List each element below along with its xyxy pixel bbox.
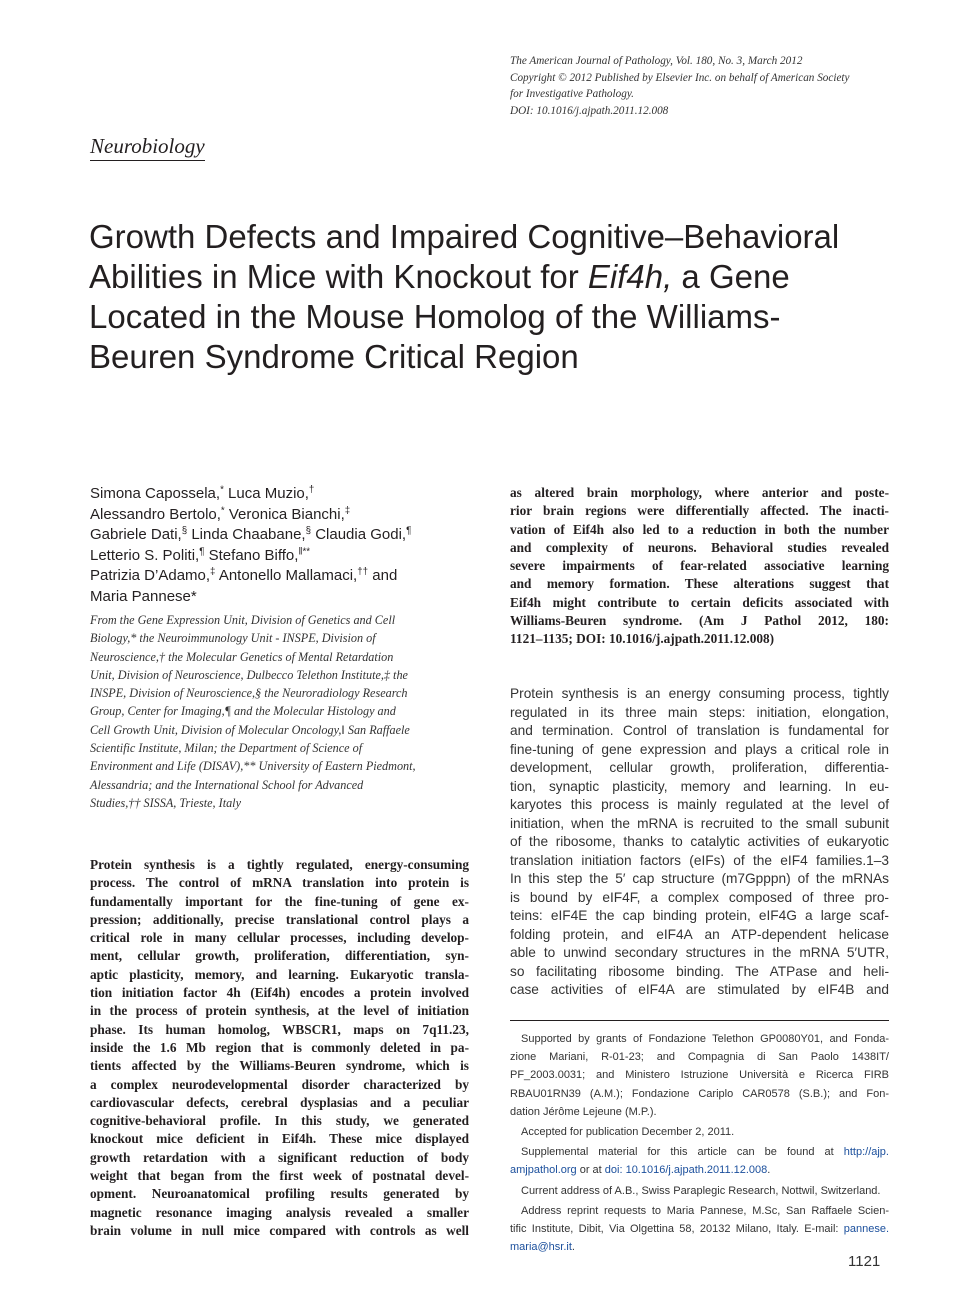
funding-note: Supported by grants of Fondazione Telethon GP0080Y01, and Fonda- — [521, 1033, 889, 1045]
footnote-divider — [510, 1020, 889, 1021]
body-line: development, cellular growth, proliferation, differentia- — [510, 760, 889, 775]
abstract-line: tients affected by the Williams-Beuren syndrome, which is — [90, 1058, 469, 1074]
reprint-note: Address reprint requests to Maria Pannese, M.Sc, San Raffaele Scien- — [521, 1204, 889, 1217]
doi-link[interactable]: doi: 10.1016/j.ajpath.2011.12.008 — [604, 1164, 768, 1177]
abstract-line: growth retardation with a significant reduction of body — [90, 1149, 469, 1165]
footnotes — [510, 1030, 889, 1256]
affiliation-line: From the Gene Expression Unit, Division of Genetics and Cell — [90, 613, 396, 627]
affiliation-line: Biology,* the Neuroimmunology Unit - INSPE, Division of — [90, 631, 376, 646]
supplemental-note: Supplemental material for this article can be found at http://ajp. — [521, 1146, 889, 1159]
author-list — [90, 484, 480, 607]
article-title — [89, 217, 889, 377]
journal-copyright: Copyright © 2012 Published by Elsevier Inc. on behalf of American Society — [510, 71, 850, 84]
author-line: Patrizia D’Adamo,‡ Antonello Mallamaci,†† and — [90, 566, 398, 584]
abstract-line: knockout mice deficient in Eif4h. These mice displayed — [90, 1131, 469, 1147]
author-line: Gabriele Dati,§ Linda Chaabane,§ Claudia Godi,¶ — [90, 525, 412, 543]
journal-citation: The American Journal of Pathology, Vol. 180, No. 3, March 2012 — [510, 55, 803, 67]
body-line: case activities of eIF4A are stimulated by eIF4B and — [510, 982, 889, 997]
reprint-note: tific Institute, Dibit, Via Olgettina 58, 20132 Milano, Italy. E-mail: pannese. — [510, 1223, 889, 1236]
abstract-line: magnetic resonance imaging analysis revealed a smaller — [90, 1204, 469, 1220]
affiliation-line: Group, Center for Imaging,¶ and the Molecular Histology and — [90, 704, 396, 719]
supplemental-link[interactable]: http://ajp. — [843, 1146, 889, 1159]
abstract-line: tion initiation factor 4h (Eif4h) encodes a protein involved — [90, 985, 469, 1001]
abstract-left — [90, 856, 469, 1240]
abstract-line: fundamentally important for the fine-tuning of gene ex- — [90, 893, 469, 909]
abstract-line: in the process of protein synthesis, at the level of initiation — [90, 1003, 469, 1019]
body-line: translation initiation factors (eIFs) of the eIF4 families.1–3 — [510, 852, 889, 868]
affiliation-line: INSPE, Division of Neuroscience,§ the Neuroradiology Research — [90, 686, 408, 701]
reprint-note: maria@hsr.it. — [510, 1241, 575, 1254]
abstract-line: opment. Neuroanatomical profiling results generated by — [90, 1186, 469, 1202]
abstract-line: Eif4h might contribute to certain deficits associated with — [510, 594, 889, 610]
body-line: so facilitating ribosome binding. The ATPase and heli- — [510, 963, 889, 979]
affiliation-line: Unit, Division of Neuroscience, Dulbecco Telethon Institute,‡ the — [90, 667, 408, 682]
body-line: initiation, when the mRNA is recruited to the small subunit — [510, 815, 889, 831]
author-line: Simona Capossela,* Luca Muzio,† — [90, 484, 315, 502]
abstract-line: phase. Its human homolog, WBSCR1, maps on 7q11.23, — [90, 1021, 469, 1037]
body-line: regulated in its three main steps: initiation, elongation, — [510, 704, 889, 720]
affiliation-line: Studies,†† SISSA, Trieste, Italy — [90, 795, 241, 810]
body-line: and termination. Control of translation is fundamental for — [510, 723, 889, 738]
abstract-citation: 1121–1135; DOI: 10.1016/j.ajpath.2011.12.008) — [510, 631, 775, 647]
body-line: karyotes this process is mainly regulated at the level of — [510, 797, 889, 812]
abstract-line: aptic plasticity, memory, and learning. Eukaryotic transla- — [90, 966, 469, 982]
supplemental-link[interactable]: amjpathol.org — [510, 1164, 577, 1177]
title-line-1: Growth Defects and Impaired Cognitive–Behavioral — [89, 218, 840, 255]
affiliation-line: Neuroscience,† the Molecular Genetics of Mental Retardation — [90, 649, 394, 664]
journal-copyright-cont: for Investigative Pathology. — [510, 88, 634, 100]
affiliation-line: Alessandria; and the International School for Advanced — [90, 777, 364, 792]
funding-note: PF_2003.0031; and Ministero Istruzione Università e Ricerca FIRB — [510, 1069, 889, 1082]
author-line: Letterio S. Politi,¶ Stefano Biffo,‖** — [90, 546, 311, 564]
abstract-line: process. The control of mRNA translation into protein is — [90, 875, 469, 891]
body-line: is bound by eIF4F, a complex composed of three pro- — [510, 889, 889, 905]
abstract-line: rior brain regions were differentially affected. The inacti- — [510, 503, 889, 519]
abstract-line: and memory formation. These alterations suggest that — [510, 576, 889, 592]
abstract-line: as altered brain morphology, where anterior and poste- — [510, 485, 889, 500]
body-line: Protein synthesis is an energy consuming process, tightly — [510, 686, 889, 701]
body-line: of the ribosome, thanks to catalytic activities of eukaryotic — [510, 834, 889, 849]
email-link[interactable]: maria@hsr.it — [510, 1241, 572, 1254]
affiliation-line: Scientific Institute, Milan; the Department of Science of — [90, 741, 363, 756]
abstract-line: a complex neurodevelopmental disorder characterized by — [90, 1076, 469, 1092]
funding-note: RBAU01RN39 (A.M.); Fondazione Cariplo CAR0578 (S.B.); and Fon- — [510, 1087, 889, 1100]
abstract-line: critical role in many cellular processes, including develop- — [90, 930, 469, 946]
affiliations — [90, 611, 472, 812]
abstract-line: cardiovascular defects, cerebral dysplasias and a peculiar — [90, 1094, 469, 1110]
body-line: teins: eIF4E the cap binding protein, eIF4G a large scaf- — [510, 908, 889, 923]
supplemental-note-cont: amjpathol.org or at doi: 10.1016/j.ajpath.2011.12.008. — [510, 1164, 771, 1177]
abstract-line: Protein synthesis is a tightly regulated, energy-consuming — [90, 857, 469, 872]
abstract-line: and complexity of neurons. Behavioral studies revealed — [510, 539, 889, 555]
affiliation-line: Environment and Life (DISAV),** University of Eastern Piedmont, — [90, 759, 416, 774]
abstract-line: inside the 1.6 Mb region that is commonly deleted in pa- — [90, 1039, 469, 1055]
funding-note: zione Mariani, R-01-23; and Compagnia di San Paolo 1438IT/ — [510, 1051, 889, 1064]
body-line: tion, synaptic plasticity, memory and learning. In eu- — [510, 778, 889, 794]
accepted-note: Accepted for publication December 2, 2011. — [521, 1126, 735, 1139]
title-line-2: Abilities in Mice with Knockout for Eif4h, a Gene — [89, 258, 790, 295]
author-line: Maria Pannese* — [90, 587, 197, 605]
author-line: Alessandro Bertolo,* Veronica Bianchi,‡ — [90, 505, 351, 523]
page-number: 1121 — [848, 1253, 881, 1270]
abstract-line: ment, cellular growth, proliferation, differentiation, syn- — [90, 948, 469, 964]
title-line-3: Located in the Mouse Homolog of the Williams- — [89, 298, 781, 335]
body-text — [510, 685, 889, 1000]
current-address-note: Current address of A.B., Swiss Paraplegic Research, Nottwil, Switzerland. — [521, 1184, 881, 1197]
body-line: able to unwind secondary structures in the mRNA 5′UTR, — [510, 945, 889, 960]
body-line: In this step the 5′ cap structure (m7Gpppn) of the mRNAs — [510, 871, 889, 886]
title-line-4: Beuren Syndrome Critical Region — [89, 338, 579, 375]
affiliation-line: Cell Growth Unit, Division of Molecular Oncology,‖ San Raffaele — [90, 722, 410, 737]
body-line: fine-tuning of gene expression and plays a critical role in — [510, 741, 889, 757]
funding-note: dation Jérôme Lejeune (M.P.). — [510, 1105, 657, 1118]
gene-name: Eif4h, — [587, 258, 673, 295]
journal-info — [510, 53, 910, 119]
abstract-line: vation of Eif4h also led to a reduction in both the number — [510, 521, 889, 537]
abstract-line: pression; additionally, precise translational control plays a — [90, 911, 469, 927]
section-heading: Neurobiology — [90, 133, 205, 161]
abstract-line: Williams-Beuren syndrome. (Am J Pathol 2012, 180: — [510, 613, 889, 629]
body-line: folding protein, and eIF4A an ATP-dependent helicase — [510, 926, 889, 942]
abstract-line: severe impairments of fear-related associative learning — [510, 558, 889, 574]
journal-doi: DOI: 10.1016/j.ajpath.2011.12.008 — [510, 104, 669, 117]
abstract-right — [510, 484, 889, 649]
abstract-line: brain volume in null mice compared with controls as well — [90, 1222, 469, 1238]
email-link[interactable]: pannese. — [843, 1223, 889, 1236]
abstract-line: weight that began from the first week of postnatal devel- — [90, 1168, 469, 1184]
abstract-line: cognitive-behavioral profile. In this study, we generated — [90, 1113, 469, 1129]
